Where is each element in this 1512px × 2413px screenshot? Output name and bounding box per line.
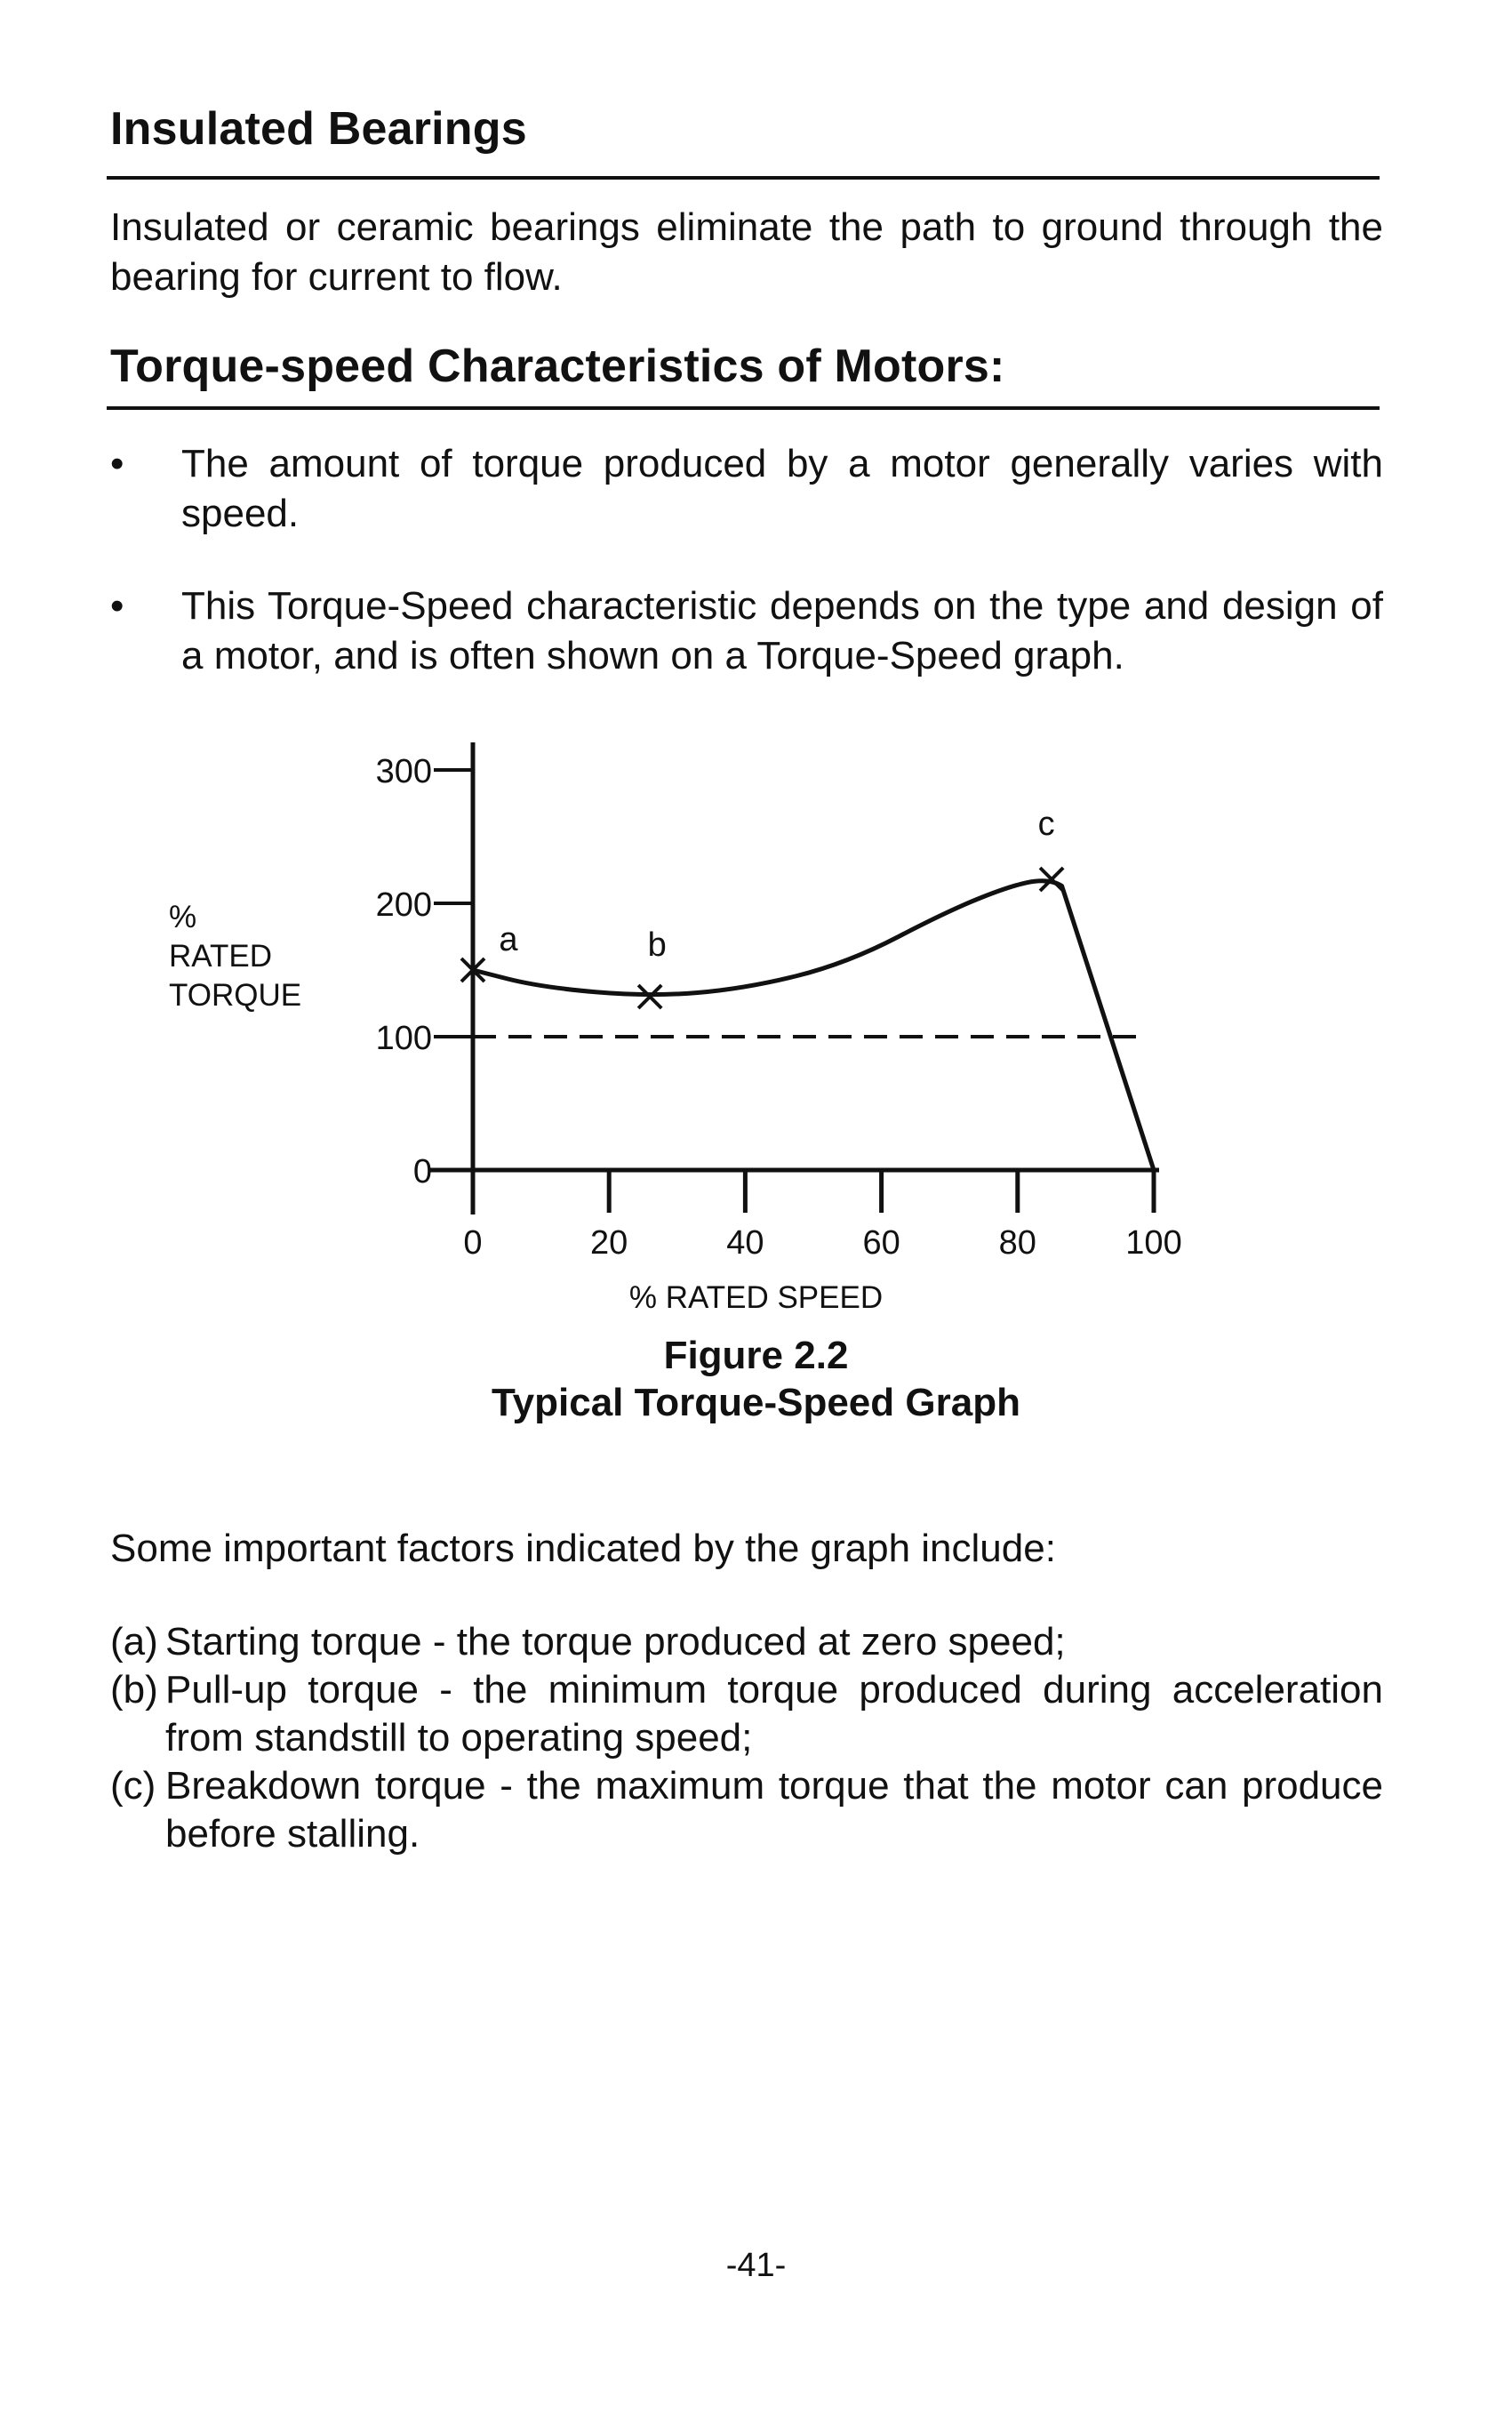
x-tick-label: 20 xyxy=(590,1224,628,1262)
factor-text: Breakdown torque - the maximum torque that the motor can produce before stalling. xyxy=(165,1764,1383,1856)
factor-text: Pull-up torque - the minimum torque produced during acceleration from standstill to operating speed; xyxy=(165,1668,1383,1760)
marker-label-c: c xyxy=(1037,806,1055,843)
marker-label-a: a xyxy=(499,921,518,958)
heading-insulated-bearings: Insulated Bearings xyxy=(110,103,527,155)
insulated-bearings-paragraph: Insulated or ceramic bearings eliminate the path to ground through the bearing for current to flow. xyxy=(110,205,1383,299)
x-tick-label: 100 xyxy=(1125,1224,1182,1262)
torque-speed-curve xyxy=(473,881,1154,1170)
x-tick-label: 80 xyxy=(998,1224,1036,1262)
y-axis-label-line: % xyxy=(169,900,197,934)
x-axis-label: % RATED SPEED xyxy=(628,1280,884,1315)
figure-title: Typical Torque-Speed Graph xyxy=(492,1381,1020,1424)
marker-label-b: b xyxy=(647,926,667,964)
factor-label: (c) xyxy=(110,1764,156,1808)
y-tick-label: 300 xyxy=(375,753,432,790)
x-tick-label: 0 xyxy=(463,1224,483,1262)
bullet-text: This Torque-Speed characteristic depends on the type and design of a motor, and is often shown on a Torque-Speed graph. xyxy=(181,584,1383,677)
factor-text: Starting torque - the torque produced at zero speed; xyxy=(165,1620,1066,1663)
bullet-dot: • xyxy=(110,442,124,485)
figure-number: Figure 2.2 xyxy=(663,1334,849,1377)
heading-torque-speed: Torque-speed Characteristics of Motors: xyxy=(110,341,1005,392)
x-tick-label: 40 xyxy=(726,1224,764,1262)
factor-label: (b) xyxy=(110,1668,158,1712)
y-tick-label: 200 xyxy=(375,886,432,924)
y-tick-label: 0 xyxy=(412,1153,432,1190)
bullet-dot: • xyxy=(110,584,124,628)
factors-intro: Some important factors indicated by the graph include: xyxy=(110,1527,1056,1570)
factor-label: (a) xyxy=(110,1620,158,1663)
x-tick-label: 60 xyxy=(862,1224,900,1262)
y-tick-label: 100 xyxy=(375,1020,432,1057)
y-axis-label-line: RATED xyxy=(169,939,273,974)
y-axis-label-line: TORQUE xyxy=(169,978,302,1013)
page-number: -41- xyxy=(725,2247,787,2284)
bullet-text: The amount of torque produced by a motor generally varies with speed. xyxy=(181,442,1383,535)
